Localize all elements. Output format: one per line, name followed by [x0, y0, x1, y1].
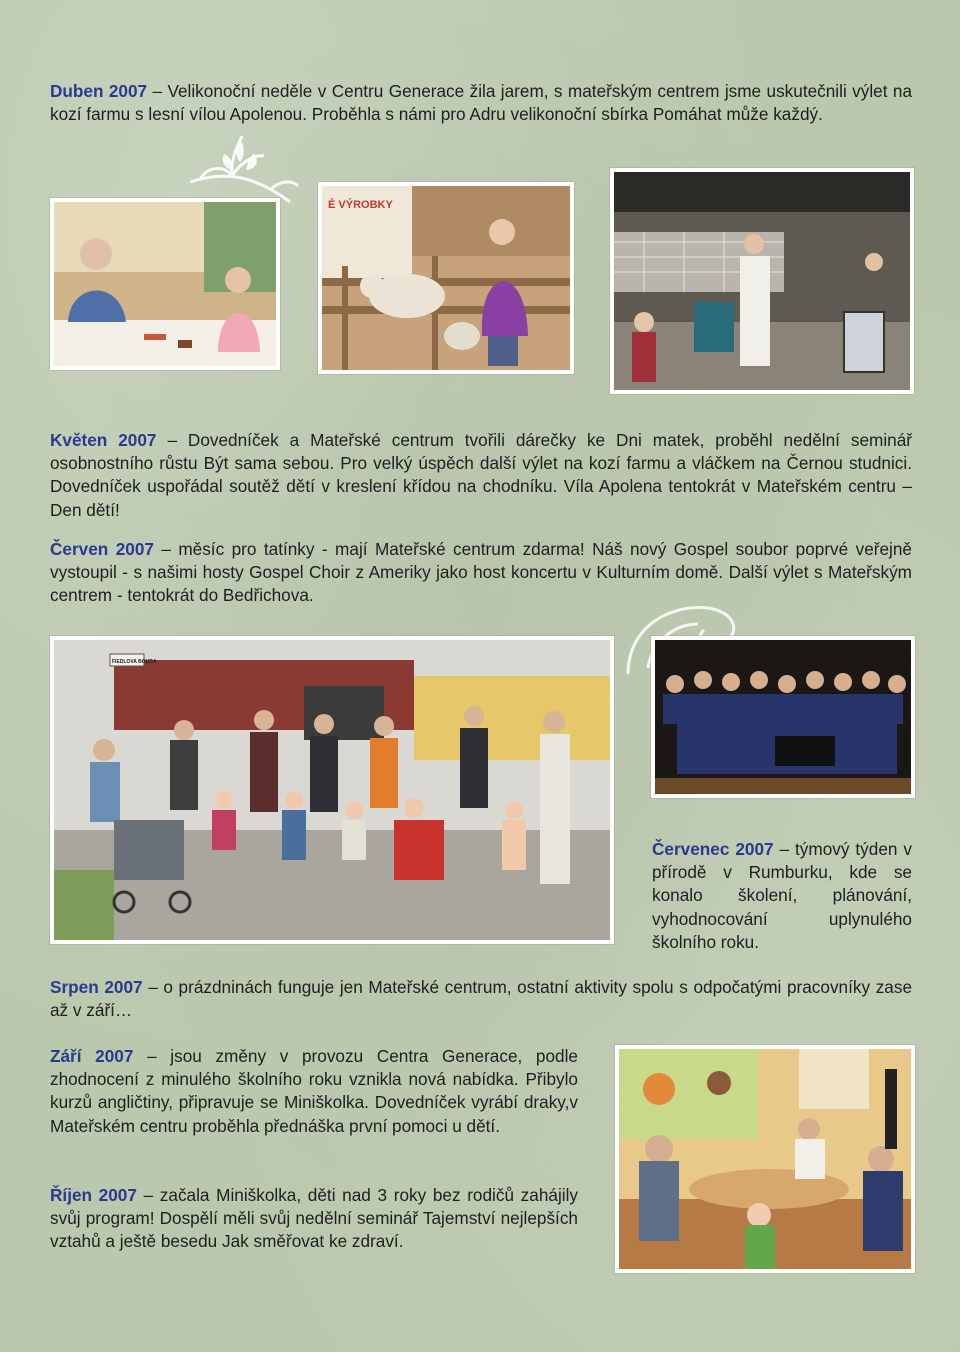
- month-label-august: Srpen 2007: [50, 977, 143, 997]
- photo-kindergarten-room: [615, 1045, 915, 1273]
- farm-sign-text: É VÝROBKY: [328, 199, 393, 211]
- month-label-september: Září 2007: [50, 1046, 134, 1066]
- month-label-may: Květen 2007: [50, 430, 157, 450]
- month-label-april: Duben 2007: [50, 81, 148, 101]
- paragraph-july: [652, 838, 912, 954]
- photo-goat-farm: [318, 182, 574, 374]
- photo-gospel-choir: [651, 636, 915, 798]
- photo-stable-group: [610, 168, 914, 394]
- photo-group-trip: [50, 636, 614, 944]
- photo-craft-table: [50, 198, 280, 370]
- road-sign-text: FIEDLOVA BOUDA: [112, 659, 157, 665]
- text-april: – Velikonoční neděle v Centru Generace žila jarem, s mateřským centrem jsme uskutečnili výlet na kozí farmu s lesní vílou Apolenou. Proběhla s námi pro Adru velikonoční sbírka Pomáhat může každý.: [50, 81, 913, 125]
- paragraph-august: [50, 976, 912, 1022]
- text-september: – jsou změny v provozu Centra Generace, podle zhodnocení z minulého školního roku vznikla nová nabídka. Přibylo kurzů angličtiny, připravuje se Miniškolka. Dovedníček vyrábí draky,v Mateřském centru proběhla přednáška první pomoci u dětí.: [50, 1046, 578, 1136]
- text-june: – měsíc pro tatínky - mají Mateřské centrum zdarma! Náš nový Gospel soubor poprvé veřejně vystoupil - s našimi hosty Gospel Choir z Ameriky jako host koncertu v Kulturním domě. Další výlet s Mateřským centrem - tentokrát do Bedřichova.: [50, 539, 912, 606]
- month-label-july: Červenec 2007: [652, 839, 774, 859]
- text-july: – týmový týden v přírodě v Rumburku, kde se konalo školení, plánování, vyhodnocování uplynulého školního roku.: [652, 839, 912, 952]
- paragraph-june: [50, 538, 912, 608]
- paragraph-april: [50, 80, 912, 126]
- month-label-october: Říjen 2007: [50, 1185, 137, 1205]
- paragraph-september: [50, 1045, 578, 1138]
- paragraph-may: [50, 429, 912, 522]
- text-may: – Dovedníček a Mateřské centrum tvořili dárečky ke Dni matek, proběhl nedělní seminář osobnostního růstu Být sama sebou. Pro velký úspěch další výlet na kozí farmu a vláčkem na Černou studnici. Dovedníček uspořádal soutěž dětí v kreslení křídou na chodníku. Víla Apolena tentokrát v Mateřském centru – Den dětí!: [50, 430, 913, 520]
- text-august: – o prázdninách funguje jen Mateřské centrum, ostatní aktivity spolu s odpočatými pracovníky zase až v září…: [50, 977, 912, 1021]
- paragraph-october: [50, 1184, 578, 1254]
- month-label-june: Červen 2007: [50, 539, 154, 559]
- text-october: – začala Miniškolka, děti nad 3 roky bez rodičů zahájily svůj program! Dospělí měli svůj nedělní seminář Tajemství nejlepších vztahů a ještě besedu Jak směřovat ke zdraví.: [50, 1185, 579, 1252]
